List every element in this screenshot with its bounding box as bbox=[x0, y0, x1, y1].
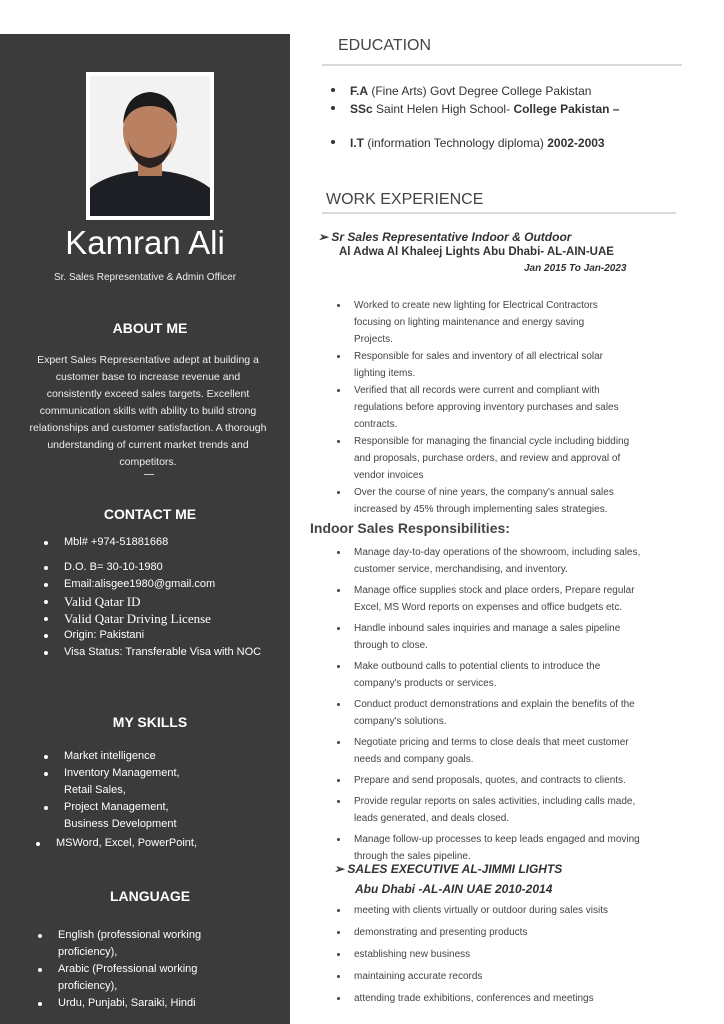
job1-item: Responsible for managing the financial cycle including bidding bbox=[332, 433, 692, 450]
job1-item: Responsible for sales and inventory of all electrical solar bbox=[332, 348, 692, 365]
contact-dob: D.O. B= 30-10-1980 bbox=[40, 559, 261, 576]
job1-company: Al Adwa Al Khaleej Lights Abu Dhabi- AL-AIN-UAE bbox=[339, 246, 614, 258]
indoor-item: Manage day-to-day operations of the showroom, including sales, bbox=[332, 544, 692, 561]
education-desc: (information Technology diploma) bbox=[364, 136, 548, 150]
education-list bbox=[328, 82, 619, 152]
skill-item-cont: Business Development bbox=[64, 818, 177, 830]
language-list bbox=[34, 927, 201, 1012]
indoor-item-cont: customer service, merchandising, and inventory. bbox=[354, 564, 568, 575]
language-item: Urdu, Punjabi, Saraiki, Hindi bbox=[34, 995, 201, 1012]
contact-phone: Mbl# +974-51881668 bbox=[40, 534, 261, 551]
job2-list bbox=[332, 902, 692, 1007]
skill-item: Project Management, bbox=[40, 799, 180, 816]
indoor-item: Handle inbound sales inquiries and manage a sales pipeline bbox=[332, 620, 692, 637]
indoor-item-cont: company's solutions. bbox=[354, 716, 447, 727]
language-item: Arabic (Professional working bbox=[34, 961, 201, 978]
profile-photo-image bbox=[90, 76, 210, 216]
indoor-item: Conduct product demonstrations and explain the benefits of the bbox=[332, 696, 692, 713]
contact-list bbox=[40, 534, 261, 661]
education-degree: F.A bbox=[350, 84, 368, 98]
education-item bbox=[328, 100, 619, 118]
job2-item: demonstrating and presenting products bbox=[332, 924, 692, 941]
profile-name: Kamran Ali bbox=[65, 224, 225, 261]
skill-item: Market intelligence bbox=[40, 748, 180, 765]
contact-email: Email:alisgee1980@gmail.com bbox=[40, 576, 261, 593]
contact-qatar-id: Valid Qatar ID bbox=[40, 593, 261, 610]
arrow-icon: ➢ bbox=[334, 862, 345, 876]
arrow-icon: ➢ bbox=[318, 230, 329, 244]
indoor-item: Manage office supplies stock and place orders, Prepare regular bbox=[332, 582, 692, 599]
skills-office-list bbox=[32, 835, 197, 852]
about-heading: ABOUT ME bbox=[112, 320, 188, 336]
indoor-heading: Indoor Sales Responsibilities: bbox=[310, 520, 510, 536]
job1-title: Sr Sales Representative Indoor & Outdoor bbox=[331, 230, 572, 244]
job2-item: meeting with clients virtually or outdoor during sales visits bbox=[332, 902, 692, 919]
indoor-item: Make outbound calls to potential clients to introduce the bbox=[332, 658, 692, 675]
indoor-item-cont: through the sales pipeline. bbox=[354, 851, 471, 862]
education-item bbox=[328, 134, 619, 152]
education-degree: SSc bbox=[350, 102, 373, 116]
job2-item: establishing new business bbox=[332, 946, 692, 963]
job1-item-cont: contracts. bbox=[354, 419, 398, 430]
skill-item: MSWord, Excel, PowerPoint, bbox=[32, 835, 197, 852]
education-desc: Saint Helen High School- bbox=[372, 102, 514, 116]
contact-license: Valid Qatar Driving License bbox=[40, 610, 261, 627]
contact-visa: Visa Status: Transferable Visa with NOC bbox=[40, 644, 261, 661]
profile-photo bbox=[86, 72, 214, 220]
job1-title-line bbox=[318, 230, 571, 244]
language-item: English (professional working bbox=[34, 927, 201, 944]
language-heading: LANGUAGE bbox=[109, 888, 191, 904]
work-heading: WORK EXPERIENCE bbox=[326, 191, 484, 208]
job2-item: attending trade exhibitions, conferences and meetings bbox=[332, 990, 692, 1007]
education-item bbox=[328, 82, 619, 100]
job1-item-cont: focusing on lighting maintenance and energy saving bbox=[354, 317, 585, 328]
job2-title: SALES EXECUTIVE AL-JIMMI LIGHTS bbox=[347, 862, 563, 876]
job1-item: Verified that all records were current and compliant with bbox=[332, 382, 692, 399]
work-rule bbox=[322, 212, 676, 214]
skill-item-cont: Retail Sales, bbox=[64, 784, 126, 796]
job2-company: Abu Dhabi -AL-AIN UAE 2010-2014 bbox=[355, 882, 553, 896]
language-item-cont: proficiency), bbox=[58, 980, 118, 992]
job1-item-cont: vendor invoices bbox=[354, 470, 424, 481]
job1-item-cont: increased by 45% through implementing sales strategies. bbox=[354, 504, 608, 515]
job2-title-line bbox=[334, 862, 562, 876]
job1-list bbox=[332, 297, 692, 518]
education-rule bbox=[322, 64, 682, 66]
indoor-item-cont: through to close. bbox=[354, 640, 428, 651]
contact-origin: Origin: Pakistani bbox=[40, 627, 261, 644]
indoor-item-cont: needs and company goals. bbox=[354, 754, 474, 765]
indoor-item: Prepare and send proposals, quotes, and contracts to clients. bbox=[332, 772, 692, 789]
skills-list bbox=[40, 748, 180, 833]
indoor-list bbox=[332, 544, 692, 865]
about-text: Expert Sales Representative adept at building a customer base to increase revenue and consistently exceed sales targets. Excellent communication skills with ability to build strong relationships and customer satisfaction. A thorough understanding of current market trends and competitors. bbox=[29, 354, 267, 468]
indoor-item: Manage follow-up processes to keep leads engaged and moving bbox=[332, 831, 692, 848]
profile-title: Sr. Sales Representative & Admin Officer bbox=[53, 272, 237, 283]
contact-heading: CONTACT ME bbox=[103, 506, 197, 522]
skills-heading: MY SKILLS bbox=[112, 714, 188, 730]
education-desc: (Fine Arts) Govt Degree College Pakistan bbox=[368, 84, 592, 98]
education-heading: EDUCATION bbox=[338, 37, 432, 54]
skill-item: Inventory Management, bbox=[40, 765, 180, 782]
job1-dates: Jan 2015 To Jan-2023 bbox=[524, 263, 627, 274]
education-tail: 2002-2003 bbox=[547, 136, 605, 150]
indoor-item-cont: leads generated, and deals closed. bbox=[354, 813, 510, 824]
education-degree: I.T bbox=[350, 136, 364, 150]
job2-item: maintaining accurate records bbox=[332, 968, 692, 985]
job1-item-cont: Projects. bbox=[354, 334, 393, 345]
job1-item: Over the course of nine years, the company's annual sales bbox=[332, 484, 692, 501]
indoor-item: Provide regular reports on sales activities, including calls made, bbox=[332, 793, 692, 810]
education-tail: College Pakistan – bbox=[513, 102, 620, 116]
sidebar bbox=[0, 34, 290, 1024]
indoor-item: Negotiate pricing and terms to close deals that meet customer bbox=[332, 734, 692, 751]
job1-item-cont: lighting items. bbox=[354, 368, 416, 379]
job1-item: Worked to create new lighting for Electrical Contractors bbox=[332, 297, 692, 314]
job1-item-cont: regulations before approving inventory purchases and sales bbox=[354, 402, 619, 413]
language-item-cont: proficiency), bbox=[58, 946, 118, 958]
indoor-item-cont: company's products or services. bbox=[354, 678, 497, 689]
about-dash bbox=[144, 474, 154, 475]
job1-item-cont: and proposals, purchase orders, and review and approval of bbox=[354, 453, 621, 464]
indoor-item-cont: Excel, MS Word reports on expenses and office budgets etc. bbox=[354, 602, 623, 613]
